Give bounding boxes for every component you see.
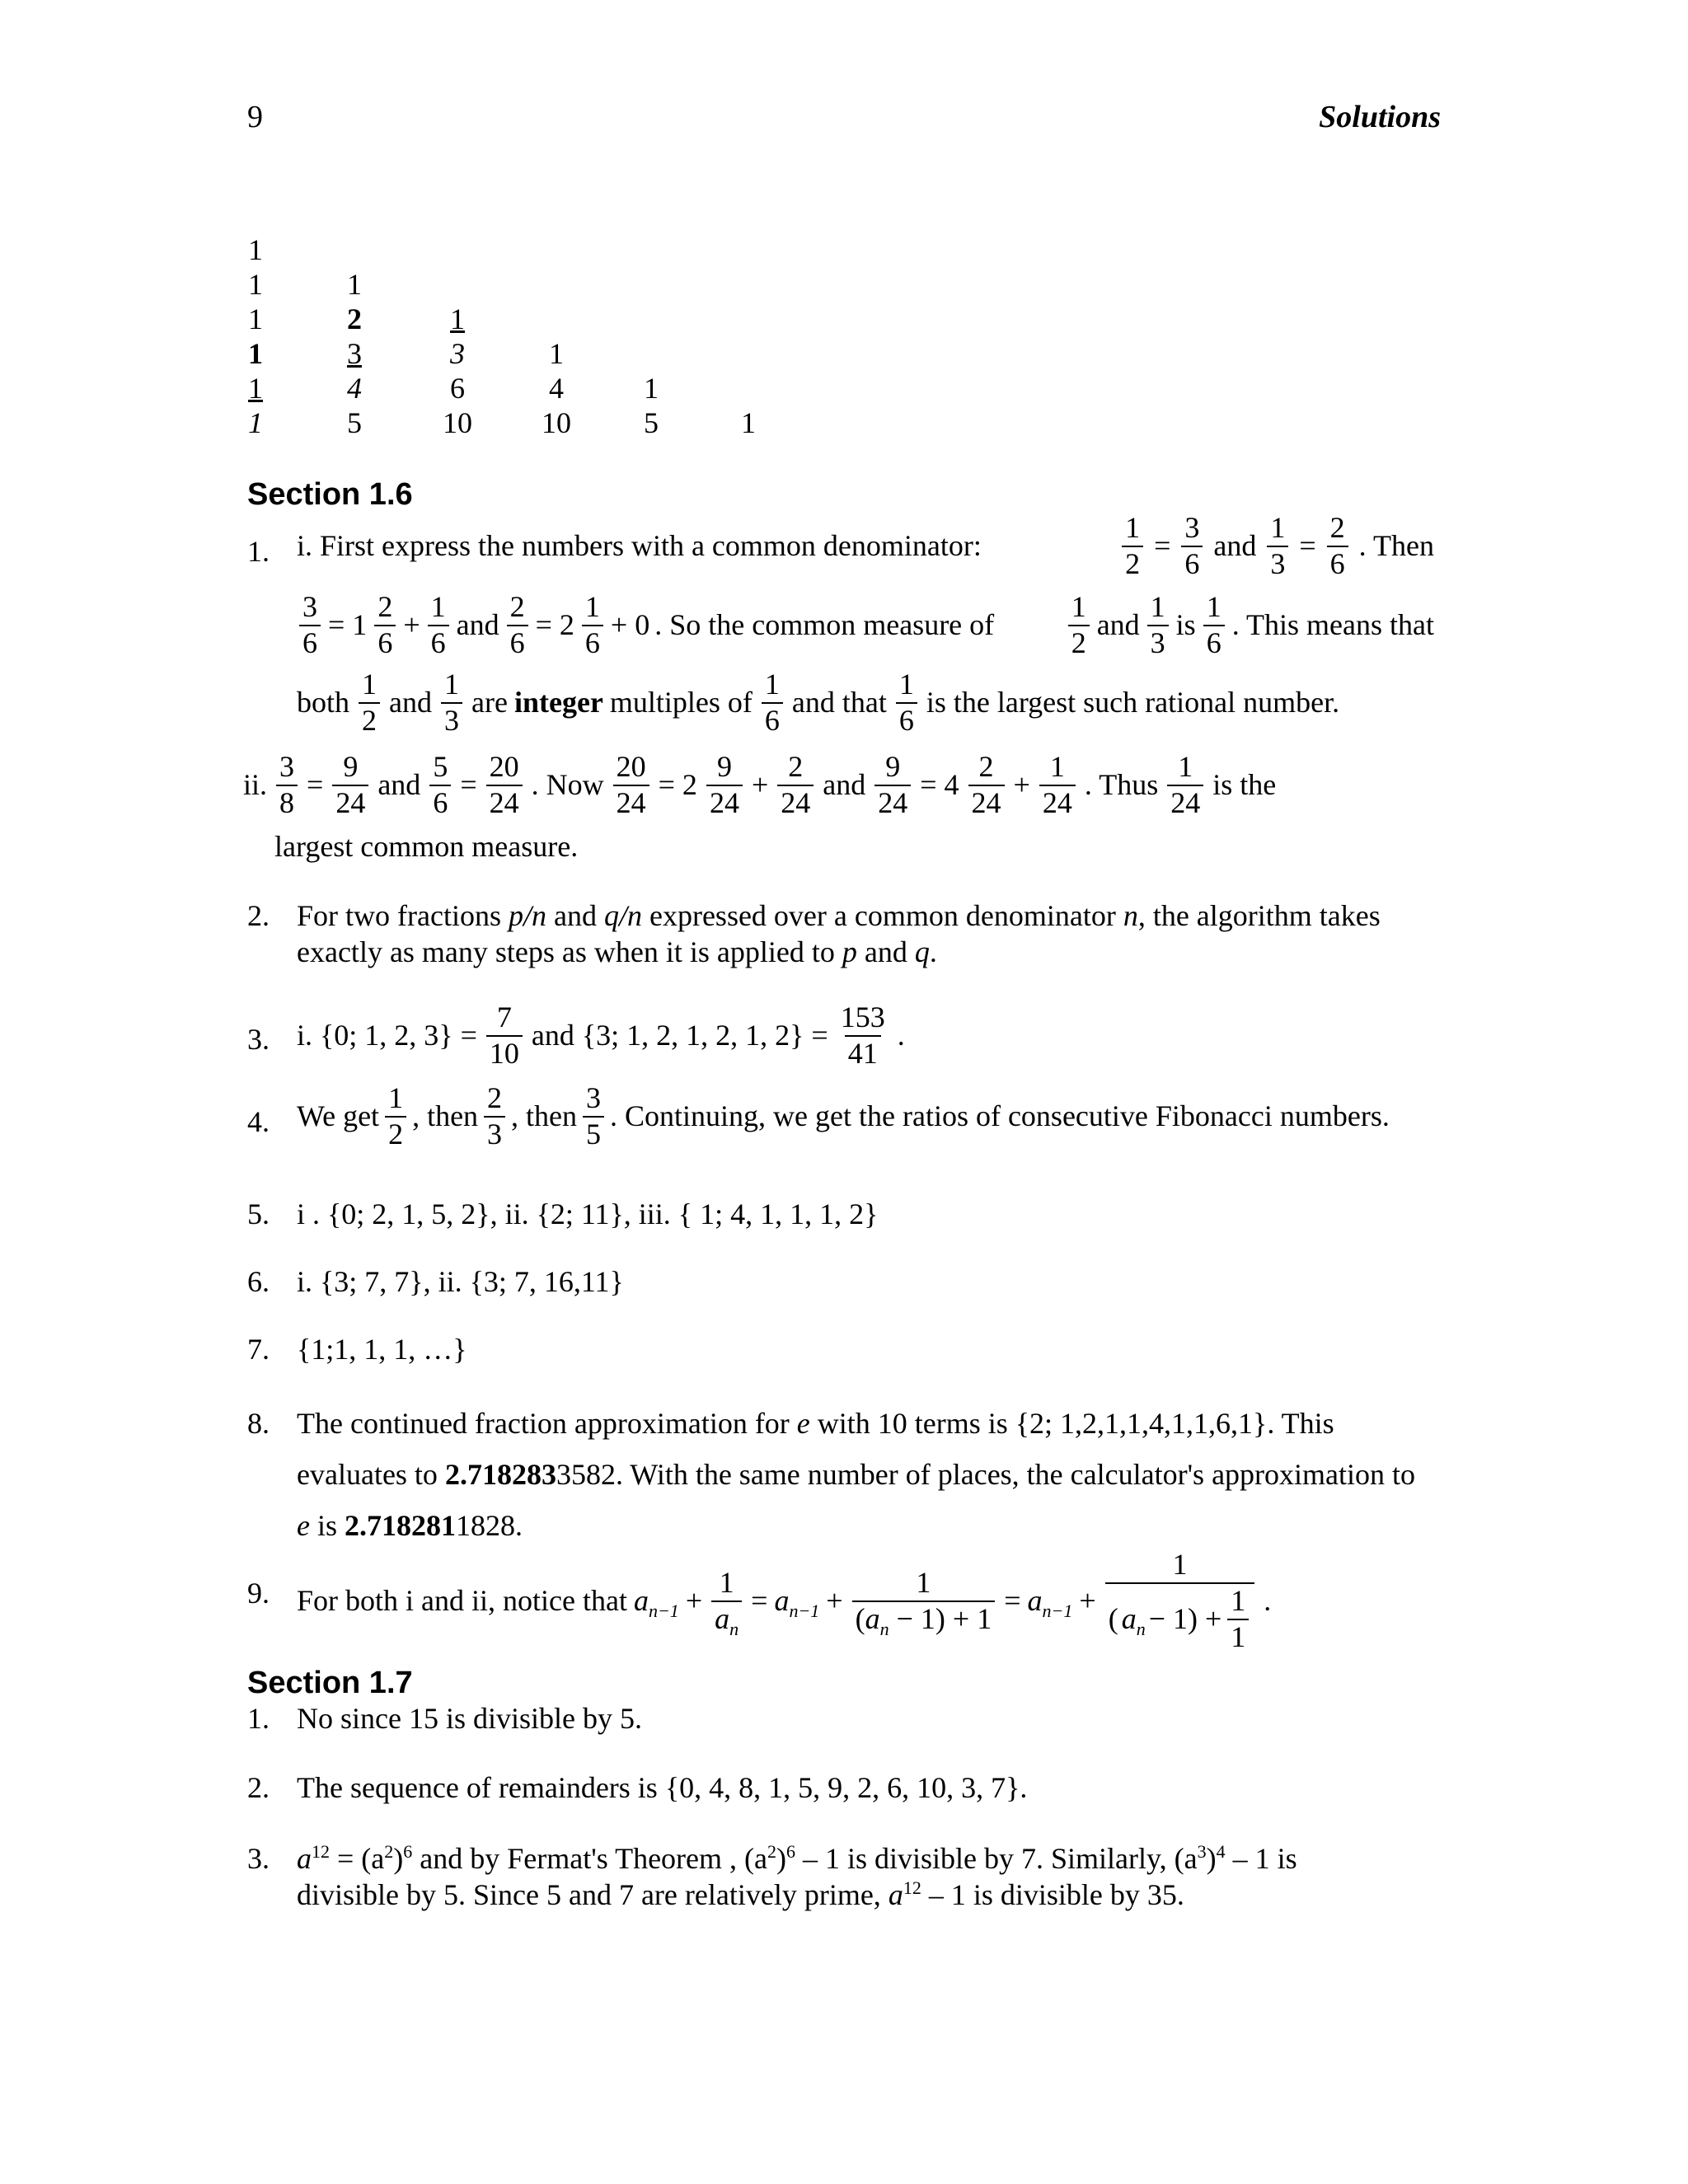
text: and <box>1096 608 1140 642</box>
pascal-cell: 5 <box>644 406 659 439</box>
header-title: Solutions <box>1319 100 1441 134</box>
text: 3582. With the same number of places, the calculator's approximation to <box>556 1458 1416 1491</box>
text: . Continuing, we get the ratios of consecutive Fibonacci numbers. <box>610 1099 1390 1133</box>
text: = (a <box>337 1842 385 1875</box>
text: The continued fraction approximation for <box>297 1407 797 1440</box>
item-number: 1. <box>247 535 270 568</box>
fraction: $\frac{2}{6}$ <box>1327 513 1348 580</box>
fraction: $\frac{1}{a_n}$ <box>711 1568 742 1635</box>
text: i. First express the numbers with a common denominator: <box>297 529 982 563</box>
text: with 10 terms is {2; 1,2,1,1,4,1,1,6,1}. This <box>809 1407 1334 1440</box>
s17-item3-line1: $a^{12} = (a^2)^6$ and by Fermat's Theorem , $(a^2)^6 - 1$ is divisible by 7. Similarly, $(a^3)^4 - 1$ is <box>297 1841 1297 1875</box>
text: integer <box>513 686 603 719</box>
page-number: 9 <box>247 100 263 134</box>
item-number: 2. <box>247 1771 270 1804</box>
fraction: $\frac{1}{1}$ <box>1227 1586 1249 1653</box>
pascal-cell: 1 <box>450 302 465 335</box>
fraction: $\frac{1}{2}$ <box>1122 513 1143 580</box>
fraction: $\frac{3}{6}$ <box>299 592 321 659</box>
text: expressed over a common denominator <box>641 899 1123 932</box>
text: and by Fermat's Theorem , (a <box>420 1842 767 1875</box>
fraction: $\frac{1}{3}$ <box>1147 592 1169 659</box>
item1-ii-line: ii. $\frac{3}{8}$ = $\frac{9}{24}$ and $\frac{5}{6}$ = $\frac{20}{24}$ . Now $\frac{20}{24}$ = 2 $\frac{9}{24}$ + $\frac{2}{24}$ and $\frac{9}{24}$ = 4 $\frac{2}{24}$ + $\frac{1}{24}$ . Thus $\frac{1}{24}$ is the <box>243 750 1277 819</box>
fraction: $\frac{2}{24}$ <box>777 752 814 819</box>
item5-text: i . {0; 2, 1, 5, 2}, ii. {2; 11}, iii. { 1; 4, 1, 1, 1, 2} <box>297 1197 879 1230</box>
text: . Now <box>531 768 604 802</box>
item2-line2 <box>297 935 937 970</box>
text: largest common measure. <box>274 830 579 863</box>
pascal-cell: 1 <box>347 268 362 301</box>
text: . So the common measure of <box>654 608 995 642</box>
pascal-cell: 3 <box>347 337 362 370</box>
fraction: $\frac{1}{2}$ <box>385 1083 406 1151</box>
text: and <box>823 768 866 802</box>
text: . This means that <box>1231 608 1434 642</box>
item6-text: i. {3; 7, 7}, ii. {3; 7, 16,11} <box>297 1265 624 1298</box>
text: q/n <box>603 899 642 932</box>
text: and <box>1213 529 1257 563</box>
item8-line1 <box>297 1406 1334 1441</box>
pascal-cell: 2 <box>347 302 362 335</box>
fraction: $\frac{3}{6}$ <box>1181 513 1203 580</box>
text: e <box>796 1407 810 1440</box>
text: are <box>471 686 508 719</box>
fraction: $\frac{153}{41}$ <box>840 1001 885 1070</box>
fraction: $\frac{3}{8}$ <box>276 752 298 819</box>
item-number: 9. <box>247 1577 270 1610</box>
pascal-cell: 1 <box>248 372 263 405</box>
text: q <box>914 935 930 968</box>
item8-line3 <box>297 1508 523 1544</box>
item1-line3 <box>297 669 1339 737</box>
text: n <box>1123 899 1138 932</box>
pascal-cell: 10 <box>443 406 472 439</box>
fraction: $\frac{1}{(a_n - 1) + 1}$ <box>852 1568 996 1635</box>
item4-line <box>297 1083 1390 1151</box>
pascal-cell: 1 <box>549 337 564 370</box>
text: and <box>389 686 432 719</box>
pascal-cell: 1 <box>248 233 263 266</box>
text: , the algorithm takes <box>1137 899 1381 932</box>
fraction: $\frac{1}{6}$ <box>428 592 449 659</box>
item-number: 5. <box>247 1197 270 1230</box>
text: divisible by 5. Since 5 and 7 are relatively prime, <box>297 1878 889 1911</box>
fraction: $\frac{1}{3}$ <box>1267 513 1288 580</box>
text: and <box>456 608 499 642</box>
item9-line: For both i and ii, notice that $a_{n-1}$ + $\frac{1}{a_n}$ = $a_{n-1}$ + $\frac{1}{(a_n - 1) + 1}$ = $a_{n-1}$ + 1 ( $a_n$ − 1) + $\frac{1}{1}$ . <box>297 1548 1272 1653</box>
text: . <box>1264 1584 1272 1618</box>
fraction: $\frac{2}{6}$ <box>374 592 396 659</box>
item-number: 6. <box>247 1265 270 1298</box>
text: is the <box>1212 768 1277 802</box>
text: and <box>546 899 604 932</box>
text: evaluates to <box>297 1458 445 1491</box>
text: 2.718283 <box>444 1458 556 1491</box>
pascal-cell: 1 <box>644 372 659 405</box>
text: is the largest such rational number. <box>926 686 1340 719</box>
item-number: 3. <box>247 1023 270 1056</box>
fraction: $\frac{1}{3}$ <box>441 669 462 737</box>
s17-item2-text: The sequence of remainders is {0, 4, 8, 1, 5, 9, 2, 6, 10, 3, 7}. <box>297 1771 1028 1804</box>
text: exactly as many steps as when it is applied to <box>297 935 842 968</box>
item8-line2 <box>297 1457 1415 1493</box>
text: a <box>297 1842 312 1875</box>
pascal-cell: 4 <box>347 372 362 405</box>
section-heading: Section 1.6 <box>247 477 413 512</box>
fraction: $\frac{7}{10}$ <box>486 1002 523 1070</box>
pascal-cell: 4 <box>549 372 564 405</box>
item-number: 2. <box>247 899 270 932</box>
item-number: 4. <box>247 1105 270 1138</box>
text: i. {0; 1, 2, 3} = <box>297 1019 477 1052</box>
item1-line1: i. First express the numbers with a common denominator: $\frac{1}{2}$ = $\frac{3}{6}$ and $\frac{1}{3}$ = $\frac{2}{6}$ . Then <box>297 511 1434 580</box>
text: . Thus <box>1084 768 1159 802</box>
pascal-cell: 10 <box>542 406 571 439</box>
fraction: $\frac{1}{2}$ <box>1068 592 1090 659</box>
fraction: $\frac{9}{24}$ <box>874 752 911 819</box>
pascal-cell: 6 <box>450 372 465 405</box>
pascal-cell: 5 <box>347 406 362 439</box>
text: multiples of <box>609 686 753 719</box>
pascal-cell: 3 <box>450 337 465 370</box>
fraction: $\frac{9}{24}$ <box>706 752 743 819</box>
pascal-cell: 1 <box>248 337 263 370</box>
pascal-cell: 1 <box>248 268 263 301</box>
text: . <box>897 1019 905 1052</box>
text: For two fractions <box>297 899 509 932</box>
text: For both i and ii, notice that <box>297 1584 627 1618</box>
fraction: $\frac{1}{2}$ <box>359 669 380 737</box>
fraction: $\frac{1}{6}$ <box>896 669 917 737</box>
fraction: 1 ( $a_n$ − 1) + $\frac{1}{1}$ <box>1105 1549 1255 1652</box>
text: and <box>856 935 915 968</box>
item-number: 7. <box>247 1333 270 1366</box>
item1-line2: $\frac{3}{6}$ = 1 $\frac{2}{6}$ + $\frac{1}{6}$ and $\frac{2}{6}$ = 2 $\frac{1}{6}$ + 0 . So the common measure of $\frac{1}{2}$ and $\frac{1}{3}$ is $\frac{1}{6}$ . This means that <box>297 592 1434 659</box>
fraction: $\frac{1}{6}$ <box>1203 592 1225 659</box>
text: is <box>1175 608 1196 642</box>
text: 2.718281 <box>345 1509 456 1542</box>
text: is <box>309 1509 345 1542</box>
text: – 1 is divisible by 35. <box>921 1878 1184 1911</box>
fraction: $\frac{1}{24}$ <box>1039 752 1076 819</box>
item-number: 1. <box>247 1702 270 1735</box>
text: , then <box>511 1099 578 1133</box>
pascal-cell: 1 <box>248 406 263 439</box>
text: We get <box>297 1099 380 1133</box>
fraction: $\frac{3}{5}$ <box>583 1083 604 1151</box>
text: and {3; 1, 2, 1, 2, 1, 2} = <box>531 1019 828 1052</box>
fraction: $\frac{5}{6}$ <box>429 752 451 819</box>
fraction: $\frac{1}{24}$ <box>1167 752 1203 819</box>
pascal-cell: 1 <box>248 302 263 335</box>
text: both <box>297 686 350 719</box>
text: p/n <box>508 899 546 932</box>
s17-item3-line2: divisible by 5. Since 5 and 7 are relatively prime, $a^{12} - 1$ is divisible by 35. <box>297 1877 1184 1911</box>
text: and <box>377 768 421 802</box>
text: . <box>929 935 937 968</box>
item2-line1 <box>297 898 1381 934</box>
item-number: 3. <box>247 1842 270 1875</box>
fraction: $\frac{1}{6}$ <box>582 592 603 659</box>
text: p <box>842 935 857 968</box>
fraction: $\frac{20}{24}$ <box>613 752 649 819</box>
fraction: $\frac{2}{3}$ <box>484 1083 505 1151</box>
text: ii. <box>243 768 268 802</box>
s17-item1-text: No since 15 is divisible by 5. <box>297 1702 642 1735</box>
fraction: $\frac{2}{24}$ <box>968 752 1005 819</box>
pascal-cell: 1 <box>741 406 756 439</box>
fraction: $\frac{1}{6}$ <box>762 669 783 737</box>
text: and that <box>791 686 887 719</box>
text: 1828. <box>456 1509 523 1542</box>
item7-text: {1;1, 1, 1, …} <box>297 1333 467 1366</box>
fraction: $\frac{20}{24}$ <box>486 752 523 819</box>
text: e <box>297 1509 310 1542</box>
section-heading: Section 1.7 <box>247 1666 413 1700</box>
fraction: $\frac{9}{24}$ <box>332 752 368 819</box>
fraction: $\frac{2}{6}$ <box>507 592 528 659</box>
item-number: 8. <box>247 1407 270 1440</box>
text: , then <box>412 1099 479 1133</box>
item3-line <box>297 1002 905 1070</box>
text: – 1 is divisible by 7. Similarly, (a <box>802 1842 1198 1875</box>
text: – 1 is <box>1232 1842 1297 1875</box>
text: . Then <box>1358 529 1434 563</box>
